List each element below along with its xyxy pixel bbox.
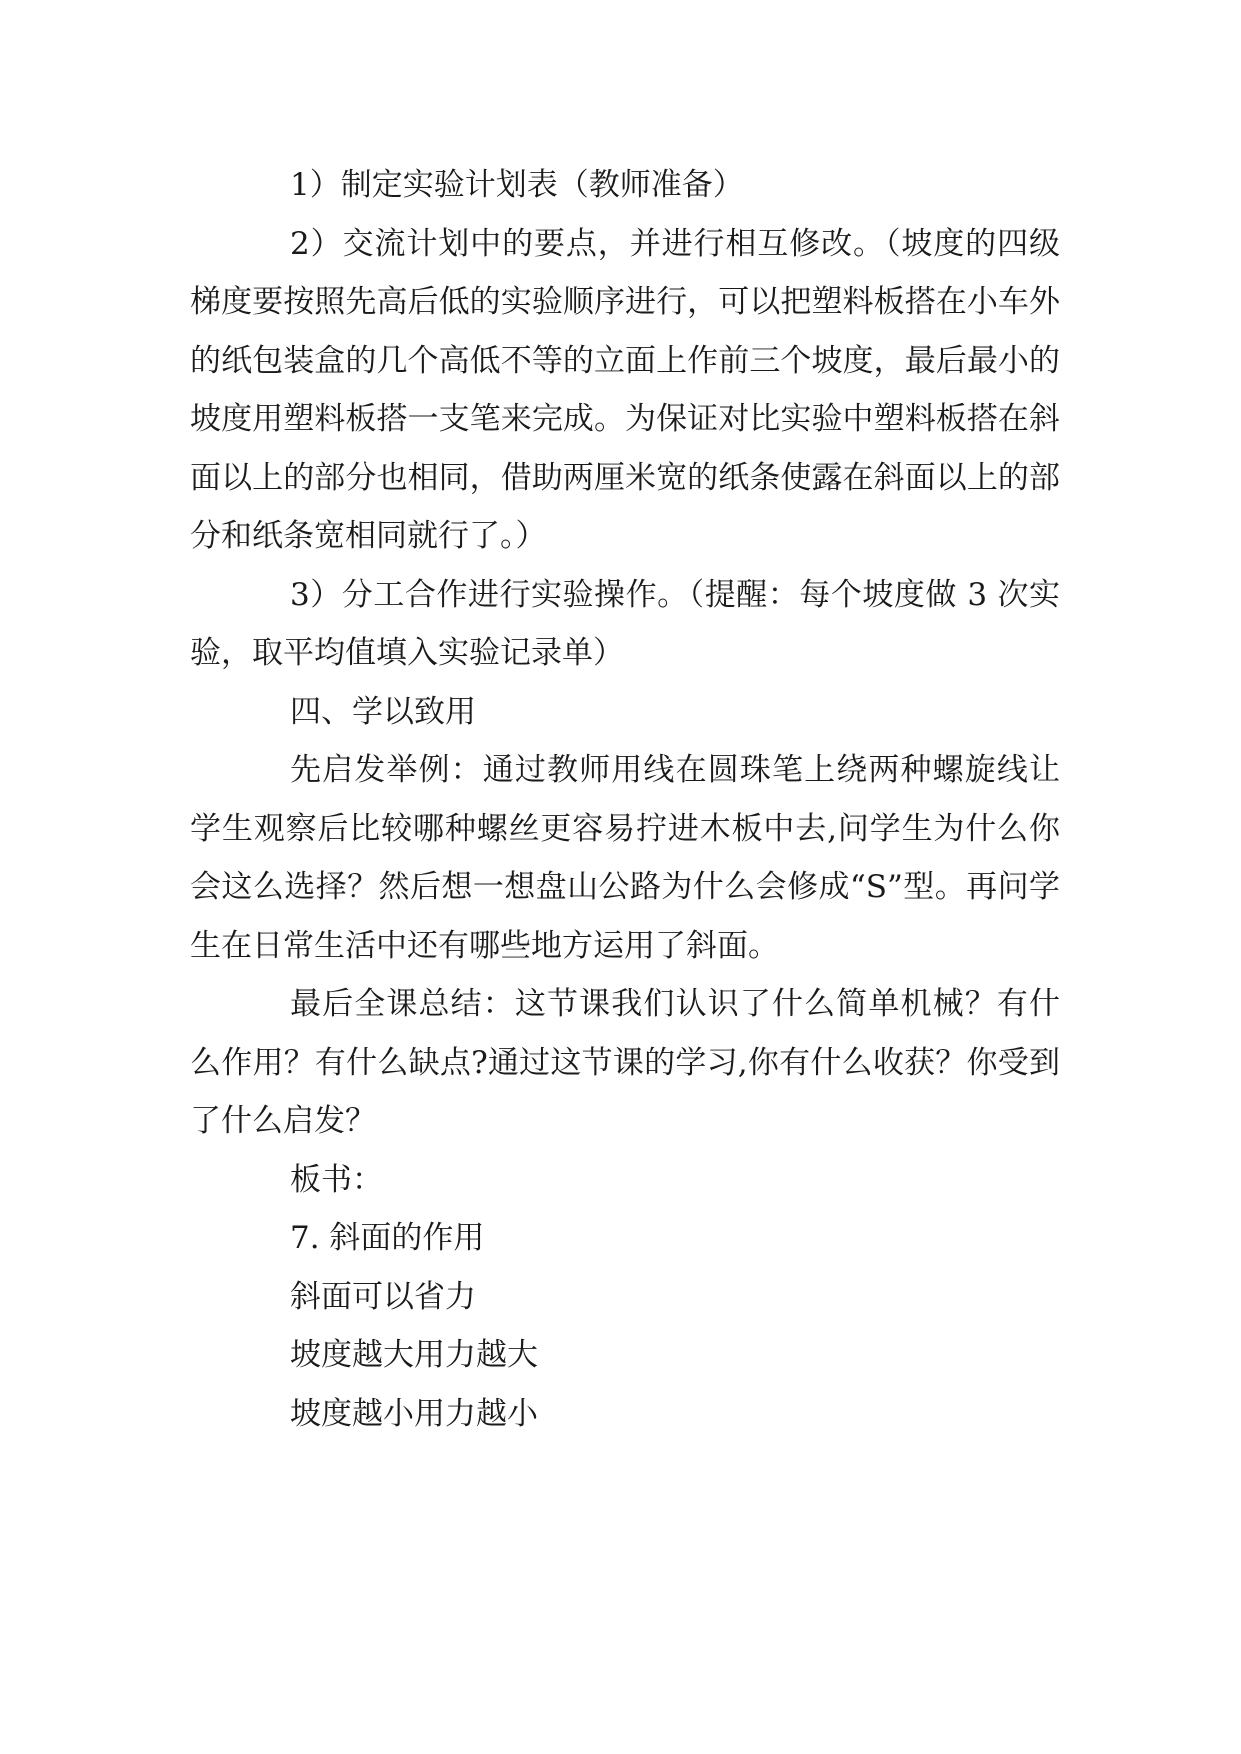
section-heading: 四、学以致用 [290, 693, 476, 730]
board-line-title: 7. 斜面的作用 [290, 1220, 485, 1256]
board-line: 坡度越大用力越大 [290, 1337, 538, 1373]
board-line: 坡度越小用力越小 [290, 1395, 538, 1432]
step-1-paragraph: 1）制定实验计划表（教师准备） [290, 167, 744, 203]
example-paragraph: 先启发举例：通过教师用线在圆珠笔上绕两种螺旋线让学生观察后比较哪种螺丝更容易拧进木板中去,问学生为什么你会这么选择？然后想一想盘山公路为什么会修成“S”型。再问学生在日常生活中还有哪些地方运用了斜面。 [190, 752, 1060, 964]
board-heading: 板书： [290, 1161, 383, 1198]
step-3-paragraph: 3）分工合作进行实验操作。（提醒：每个坡度做 3 次实验，取平均值填入实验记录单） [190, 576, 1060, 671]
document-body [190, 156, 1060, 1443]
board-line: 斜面可以省力 [290, 1278, 476, 1315]
step-2-paragraph: 2）交流计划中的要点，并进行相互修改。（坡度的四级梯度要按照先高后低的实验顺序进行，可以把塑料板搭在小车外的纸包装盒的几个高低不等的立面上作前三个坡度，最后最小的坡度用塑料板搭一支笔来完成。为保证对比实验中塑料板搭在斜面以上的部分也相同，借助两厘米宽的纸条使露在斜面以上的部分和纸条宽相同就行了。） [190, 225, 1060, 554]
summary-paragraph: 最后全课总结：这节课我们认识了什么简单机械？有什么作用？有什么缺点?通过这节课的学习,你有什么收获？你受到了什么启发？ [190, 986, 1060, 1139]
